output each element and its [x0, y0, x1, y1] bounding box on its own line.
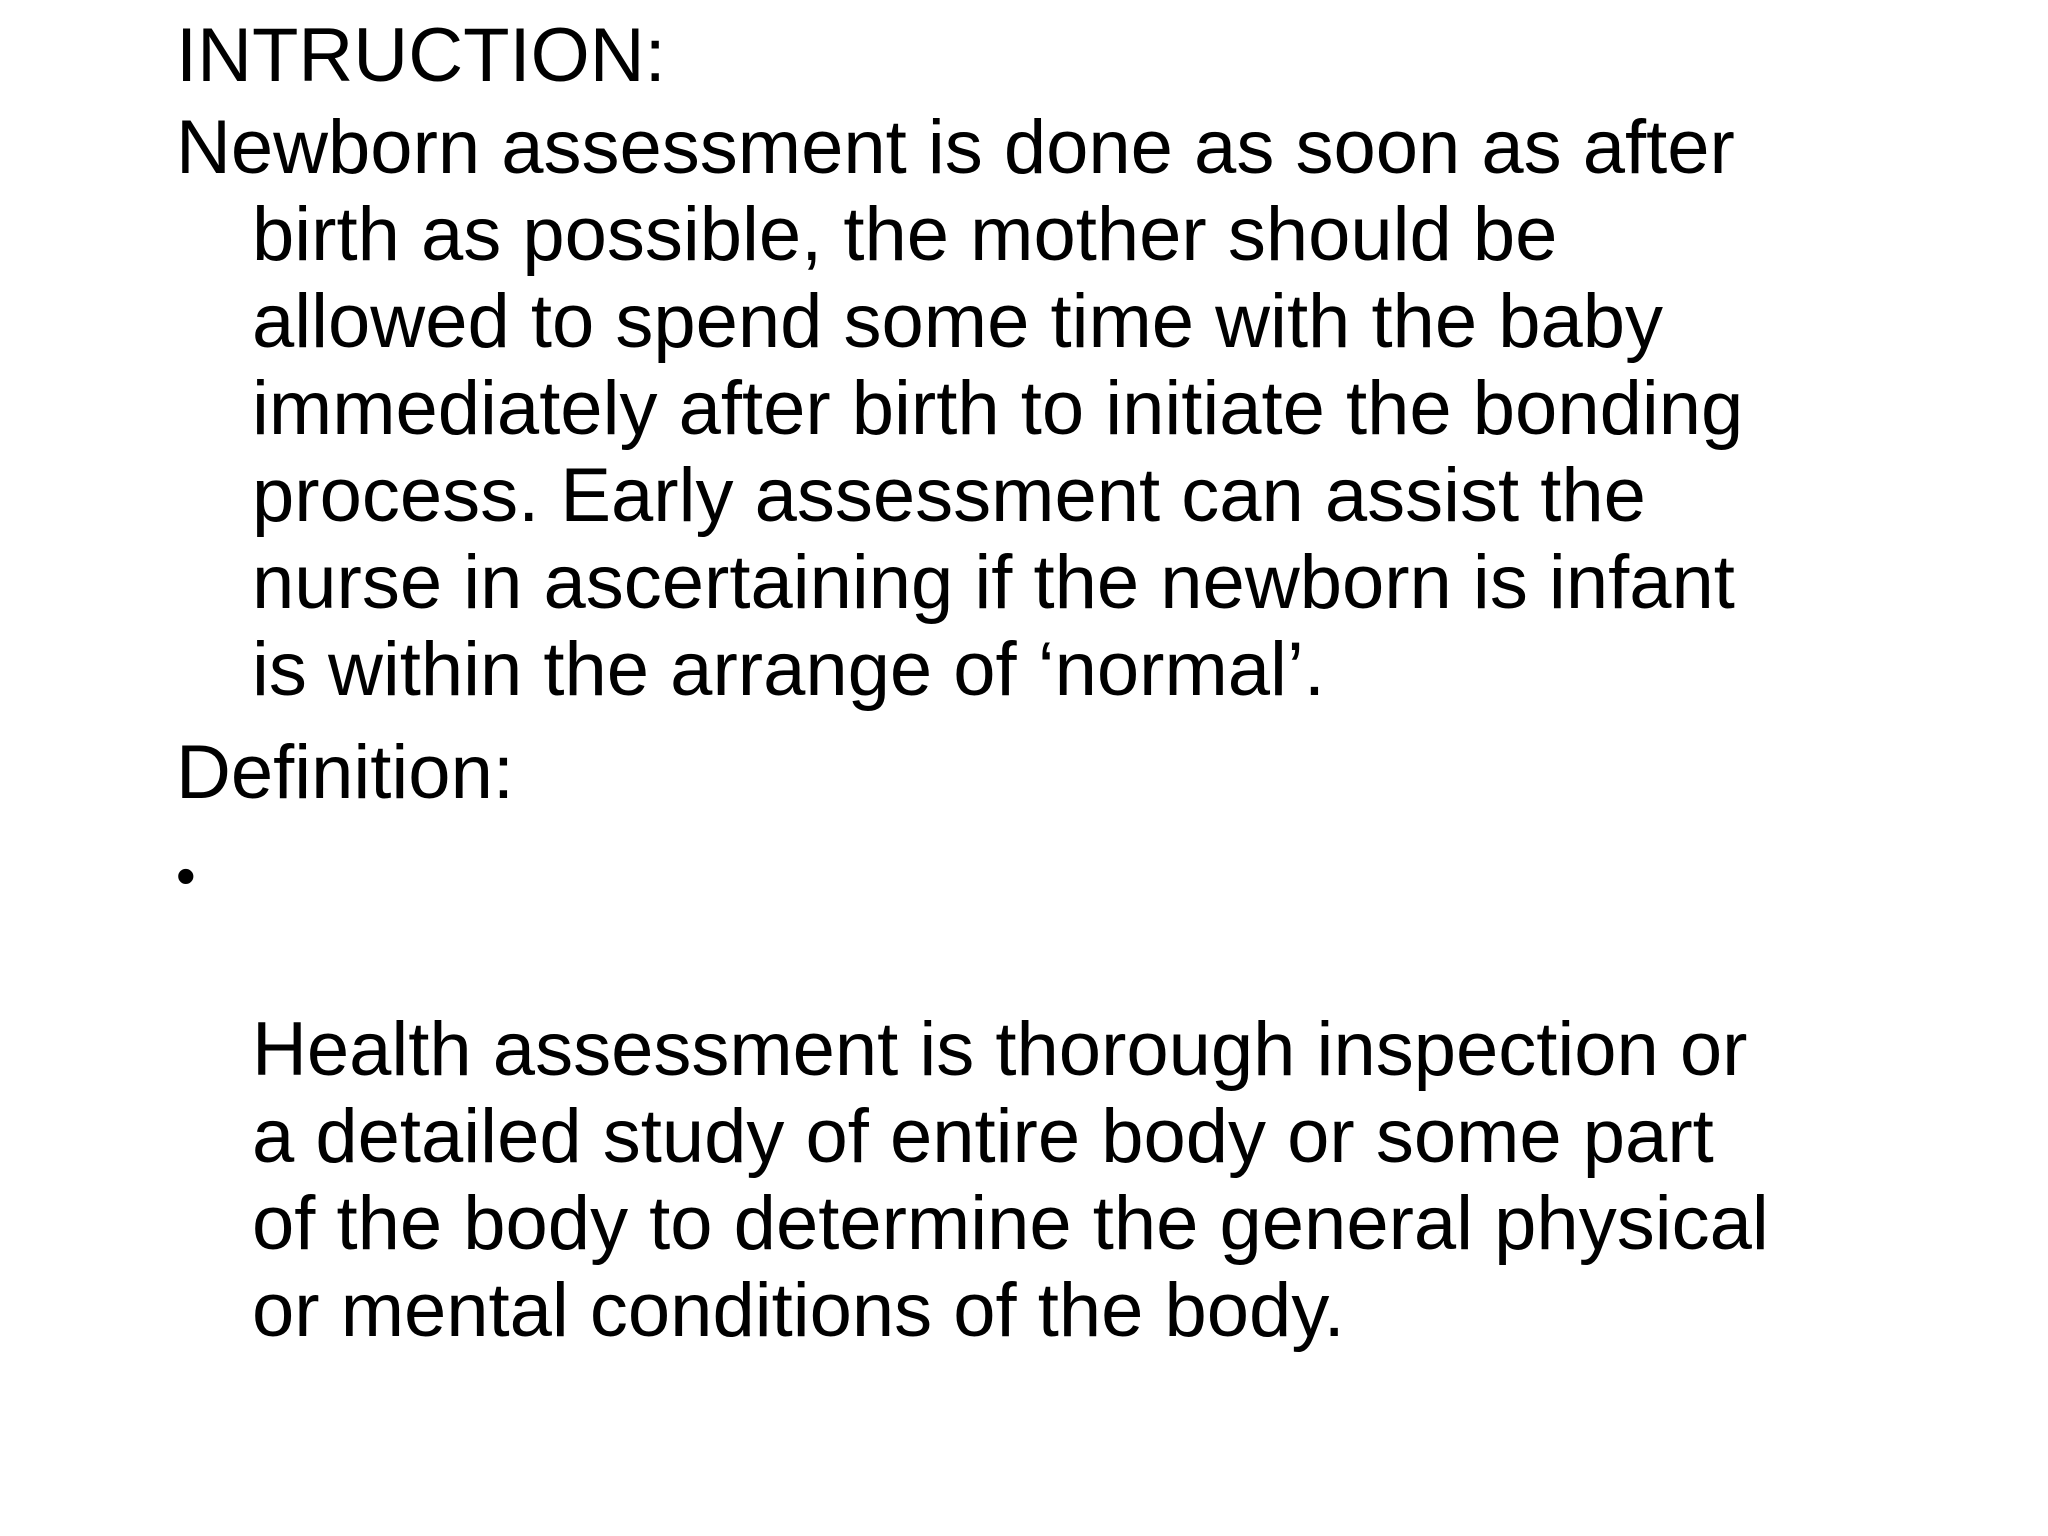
definition-heading: Definition: — [176, 730, 514, 815]
definition-text: Health assessment is thorough inspection or a detailed study of entire body or some part of the body to determine the general physical or mental conditions of the body. — [252, 1007, 1769, 1353]
intro-heading: INTRUCTION: — [176, 13, 666, 98]
bullet-icon: • — [176, 844, 196, 907]
definition-bullet — [176, 832, 1896, 1354]
slide-content — [176, 12, 1896, 1354]
intro-paragraph: Newborn assessment is done as soon as after birth as possible, the mother should be allowed to spend some time with the baby immediately after birth to initiate the bonding process. Early assessment can assist the nurse in ascertaining if the newborn is infant is within the arrange of ‘normal’. — [176, 105, 1744, 712]
